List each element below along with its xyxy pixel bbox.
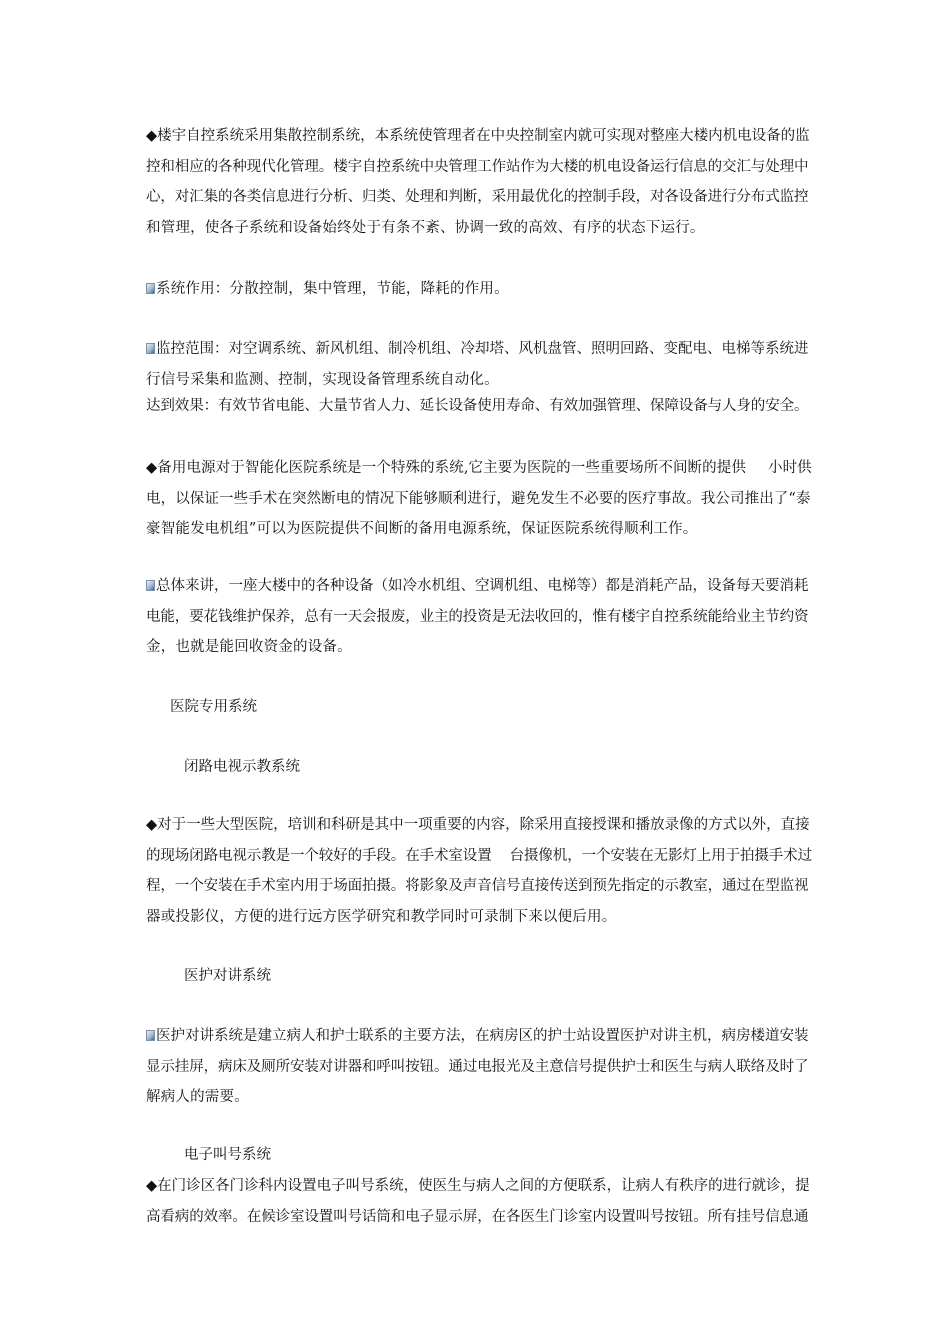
text-line: ◆在门诊区各门诊科内设置电子叫号系统，使医生与病人之间的方便联系，让病人有秩序的进行就诊，提 [146, 1178, 810, 1194]
text-segment: 小时供 [767, 460, 812, 476]
text-segment: 监控范围：对空调系统、新风机组、制冷机组、冷却塔、风机盘管、照明回路、变配电、电梯等系统进 [156, 341, 809, 357]
text-line: 器或投影仪，方便的进行远方医学研究和教学同时可录制下来以便后用。 [146, 908, 617, 925]
text-line: ◆对于一些大型医院，培训和科研是其中一项重要的内容，除采用直接授课和播放录像的方式以外，直接 [146, 817, 810, 833]
bullet-image-icon [146, 580, 155, 591]
text-segment: 台摄像机，一个安装在无影灯上用于拍摄手术过 [509, 847, 813, 864]
text-line [146, 274, 812, 305]
text-line: 显示挂屏，病床及厕所安装对讲器和呼叫按钮。通过电报光及主意信号提供护士和医生与病人联络及时了 [146, 1058, 809, 1075]
paragraph-queue-calling [146, 1171, 812, 1232]
text-line: 行信号采集和监测、控制，实现设备管理系统自动化。 [146, 371, 499, 388]
text-line: 电能，要花钱维护保养，总有一天会报废，业主的投资是无法收回的，惟有楼宇自控系统能给业主节约资 [146, 608, 809, 625]
text-line: 解病人的需要。 [146, 1089, 249, 1105]
section-heading-hospital-systems: 医院专用系统 [170, 699, 257, 715]
text-line [146, 841, 812, 872]
paragraph-cctv-teaching [146, 810, 812, 932]
paragraph-building-automation [146, 121, 812, 243]
text-line: 心，对汇集的各类信息进行分析、归类、处理和判断，采用最优化的控制手段，对各设备进行分布式监控 [146, 189, 809, 205]
text-line [146, 571, 812, 602]
bullet-image-icon [146, 1030, 155, 1041]
text-line: ◆楼宇自控系统采用集散控制系统，本系统使管理者在中央控制室内就可实现对整座大楼内机电设备的监 [146, 128, 810, 144]
paragraph-monitoring-scope [146, 334, 812, 422]
text-segment: ◆备用电源对于智能化医院系统是一个特殊的系统,它主要为医院的一些重要场所不间断的提供 [146, 460, 746, 476]
section-heading-nurse-intercom: 医护对讲系统 [184, 968, 271, 984]
text-line [146, 453, 812, 484]
text-line [146, 1021, 812, 1052]
text-line: 程，一个安装在手术室内用于场面拍摄。将影象及声音信号直接传送到预先指定的示教室，通过在型监视 [146, 878, 809, 894]
paragraph-overall [146, 571, 812, 663]
text-line: 控和相应的各种现代化管理。楼宇自控系统中央管理工作站作为大楼的机电设备运行信息的交汇与处理中 [146, 158, 809, 175]
paragraph-backup-power [146, 453, 812, 545]
text-line: 高看病的效率。在候诊室设置叫号话筒和电子显示屏，在各医生门诊室内设置叫号按钮。所有挂号信息通 [146, 1208, 809, 1225]
text-line [146, 334, 812, 365]
text-line: 豪智能发电机组”可以为医院提供不间断的备用电源系统，保证医院系统得顺利工作。 [146, 521, 698, 537]
paragraph-system-function [146, 274, 812, 305]
text-line: 金，也就是能回收资金的设备。 [146, 639, 352, 655]
section-heading-cctv-teaching: 闭路电视示教系统 [184, 759, 300, 775]
text-line: 和管理，使各子系统和设备始终处于有条不紊、协调一致的高效、有序的状态下运行。 [146, 219, 705, 236]
text-line: 达到效果：有效节省电能、大量节省人力、延长设备使用寿命、有效加强管理、保障设备与人身的安全。 [146, 398, 809, 414]
text-segment: 系统作用：分散控制，集中管理，节能，降耗的作用。 [156, 281, 509, 297]
text-segment: 的现场闭路电视示教是一个较好的手段。在手术室设置 [146, 847, 492, 864]
text-segment: 总体来讲，一座大楼中的各种设备（如冷水机组、空调机组、电梯等）都是消耗产品，设备每天要消耗 [156, 578, 809, 594]
section-heading-queue-calling: 电子叫号系统 [184, 1147, 271, 1163]
bullet-image-icon [146, 283, 155, 294]
text-line: 电，以保证一些手术在突然断电的情况下能够顺利进行，避免发生不必要的医疗事故。我公司推出了“泰 [146, 490, 811, 507]
bullet-image-icon [146, 343, 155, 354]
text-segment: 医护对讲系统是建立病人和护士联系的主要方法，在病房区的护士站设置医护对讲主机，病房楼道安装 [156, 1028, 809, 1044]
paragraph-nurse-intercom [146, 1021, 812, 1113]
